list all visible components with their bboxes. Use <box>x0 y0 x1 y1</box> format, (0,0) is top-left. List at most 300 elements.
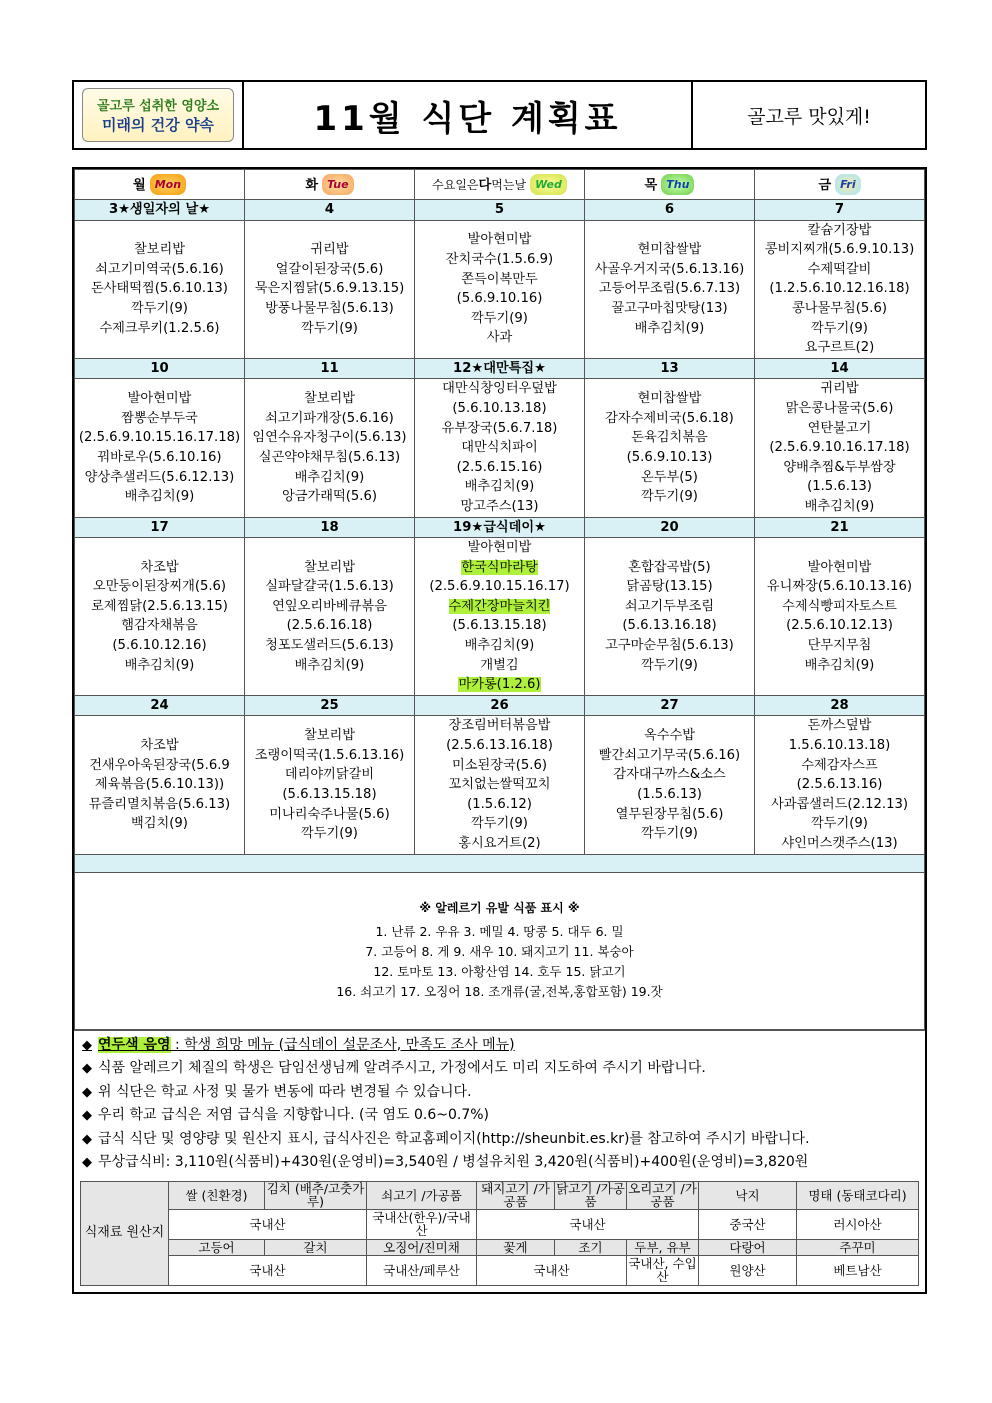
menu-item-text: 배추김치(9) <box>804 657 875 673</box>
menu-item-text: (2.5.6.13.16.18) <box>446 738 553 754</box>
menu-item <box>585 616 754 636</box>
menu-item <box>755 736 924 756</box>
menu-item <box>75 409 244 429</box>
menu-item-text: 깍두기(9) <box>811 816 868 832</box>
notice-item <box>82 1151 925 1175</box>
highlight-legend: 연두색 음영 <box>98 1036 171 1053</box>
notice-text: 무상급식비: 3,110원(식품비)+430원(운영비)=3,540원 / 병설유치원 3,420원(식품비)+400원(운영비)=3,820원 <box>98 1154 809 1171</box>
menu-item-text: 홍시요거트(2) <box>458 836 541 851</box>
logo-line1: 골고루 섭취한 영양소 <box>96 99 220 114</box>
origin-header: 다랑어 <box>699 1239 797 1255</box>
menu-cell <box>755 220 925 358</box>
menu-item <box>415 458 584 478</box>
menu-item-text: 꿔바로우(5.6.10.16) <box>97 449 222 465</box>
menu-item-text: 수제식빵피자토스트 <box>782 598 897 614</box>
menu-item <box>245 785 414 805</box>
menu-item-text: 백김치(9) <box>131 816 188 832</box>
menu-item <box>755 477 924 497</box>
menu-cell <box>585 379 755 517</box>
notice-text: 우리 학교 급식은 저염 급식을 지향합니다. (국 염도 0.6~0.7%) <box>98 1107 490 1124</box>
menu-item <box>415 309 584 329</box>
menu-item-text: 깍두기(9) <box>811 320 868 336</box>
origin-header: 닭고기 /가공품 <box>556 1181 625 1210</box>
menu-item-text: 연탄불고기 <box>807 420 872 436</box>
weeks <box>75 200 925 855</box>
menu-item <box>75 616 244 636</box>
origin-value-row2 <box>81 1255 919 1285</box>
menu-item <box>75 468 244 488</box>
day-mon <box>75 170 245 200</box>
menu-row <box>75 716 925 854</box>
allergy-info <box>75 872 925 1029</box>
menu-item <box>585 558 754 578</box>
date-cell: 21 <box>755 517 925 538</box>
day-badge: Mon <box>150 174 186 196</box>
menu-item <box>75 279 244 299</box>
menu-item <box>755 399 924 419</box>
menu-item <box>415 675 584 695</box>
menu-item-text: 깍두기(9) <box>471 310 528 326</box>
menu-item <box>415 399 584 419</box>
origin-value: 국내산(한우)/국내산 <box>367 1209 477 1239</box>
menu-item-text: 발아현미밥 <box>807 559 872 575</box>
menu-item <box>75 597 244 617</box>
origin-value-row1 <box>81 1209 919 1239</box>
menu-row <box>75 538 925 696</box>
menu-item <box>75 636 244 656</box>
menu-item <box>415 538 584 558</box>
menu-item-text: (5.6.13.15.18) <box>452 618 547 634</box>
menu-item-text: 한국식마라탕 <box>461 559 538 575</box>
menu-item-text: 조랭이떡국(1.5.6.13.16) <box>254 747 405 763</box>
menu-item-text: 연잎오리바베큐볶음 <box>272 598 387 614</box>
allergy-heading: ※ 알레르기 유발 식품 표시 ※ <box>419 900 580 915</box>
menu-item-text: 닭곰탕(13.15) <box>626 579 713 595</box>
menu-item <box>75 558 244 578</box>
menu-cell <box>245 220 415 358</box>
allergy-line: 7. 고등어 8. 게 9. 새우 10. 돼지고기 11. 복숭아 <box>365 944 634 960</box>
menu-item <box>585 785 754 805</box>
menu-item-text: 발아현미밥 <box>467 232 532 248</box>
menu-row <box>75 379 925 517</box>
menu-item-text: 햄감자채볶음 <box>121 618 198 634</box>
menu-item <box>245 746 414 766</box>
date-row <box>75 695 925 716</box>
menu-item-text: 꼬치없는쌀떡꼬치 <box>448 777 551 793</box>
meal-plan <box>72 167 927 1294</box>
menu-item-text: 망고주스(13) <box>460 498 539 514</box>
menu-item <box>755 279 924 299</box>
menu-item <box>585 448 754 468</box>
menu-item-text: 맑은콩나물국(5.6) <box>785 400 894 416</box>
menu-item-text: 칼슘기장밥 <box>807 222 872 238</box>
notice-item <box>82 1057 925 1081</box>
menu-item-text: 앙금가래떡(5.6) <box>282 489 377 505</box>
school-logo <box>82 88 234 142</box>
menu-item-text: 찰보리밥 <box>304 559 355 575</box>
menu-item <box>415 328 584 348</box>
menu-item-text: 깍두기(9) <box>641 657 698 673</box>
origin-header: 조기 <box>555 1239 627 1255</box>
menu-item-text: 고등어무조림(5.6.7.13) <box>598 281 741 297</box>
menu-item <box>415 250 584 270</box>
day-label: 목 <box>644 177 658 193</box>
menu-item <box>755 656 924 676</box>
date-cell: 19★급식데이★ <box>415 517 585 538</box>
bullet-icon: ◆ <box>82 1061 92 1077</box>
menu-item <box>245 428 414 448</box>
menu-item-text: 장조림버터볶음밥 <box>448 718 551 734</box>
bullet-icon: ◆ <box>82 1037 92 1053</box>
origin-header: 낙지 <box>699 1181 797 1209</box>
date-cell: 10 <box>75 358 245 379</box>
origin-value: 국내산 <box>477 1209 699 1239</box>
origin-header: 갈치 <box>265 1239 367 1255</box>
day-thu <box>585 170 755 200</box>
notice-list <box>74 1030 925 1175</box>
menu-item <box>585 824 754 844</box>
menu-item <box>755 577 924 597</box>
meal-table <box>74 169 925 1030</box>
spacer-cell <box>75 854 925 872</box>
date-cell: 24 <box>75 695 245 716</box>
menu-item <box>245 487 414 507</box>
menu-item-text: 깍두기(9) <box>131 300 188 316</box>
menu-item <box>75 795 244 815</box>
menu-item-text: 귀리밥 <box>820 381 859 397</box>
notice-text: 급식 식단 및 영양량 및 원산지 표시, 급식사진은 학교홈페이지(http://sheunbit.es.kr)를 참고하여 주시기 바랍니다. <box>98 1130 810 1147</box>
menu-item-text: 수제크루키(1.2.5.6) <box>99 320 220 336</box>
origin-header: 쌀 (친환경) <box>169 1181 265 1209</box>
menu-item-text: (1.5.6.13) <box>637 787 702 803</box>
menu-item-text: 단무지무침 <box>807 638 872 654</box>
date-cell: 20 <box>585 517 755 538</box>
origin-value: 원양산 <box>699 1255 797 1285</box>
date-cell: 25 <box>245 695 415 716</box>
menu-item-text: 수제떡갈비 <box>807 261 872 277</box>
menu-item <box>75 299 244 319</box>
menu-cell <box>75 379 245 517</box>
header <box>72 80 927 150</box>
menu-item <box>755 319 924 339</box>
menu-item-text: 깍두기(9) <box>641 489 698 505</box>
page-title: 11월 식단 계획표 <box>244 82 693 148</box>
menu-item <box>245 299 414 319</box>
menu-item-text: (2.5.6.9.10.15.16.17.18) <box>78 430 241 446</box>
origin-header: 고등어 <box>169 1239 265 1255</box>
menu-item-text: 얼갈이된장국(5.6) <box>275 261 384 277</box>
menu-item <box>585 260 754 280</box>
menu-item-text: 감자대구까스&소스 <box>613 767 726 783</box>
menu-item <box>415 419 584 439</box>
date-cell: 11 <box>245 358 415 379</box>
menu-item-text: 찰보리밥 <box>134 242 185 258</box>
menu-cell <box>245 716 415 854</box>
origin-header: 김치 (배추/고춧가루) <box>265 1181 367 1209</box>
origin-header: 오리고기 /가공품 <box>628 1181 697 1210</box>
menu-item-text: 잔치국수(1.5.6.9) <box>445 251 554 267</box>
date-cell: 3★생일자의 날★ <box>75 200 245 221</box>
menu-item-text: (2.5.6.15.16) <box>456 459 543 475</box>
menu-item-text: 쇠고기미역국(5.6.16) <box>95 261 224 277</box>
menu-item <box>585 279 754 299</box>
menu-item <box>415 597 584 617</box>
menu-item-text: 배추김치(9) <box>124 657 195 673</box>
menu-item-text: (5.6.13.16.18) <box>622 618 717 634</box>
origin-value: 베트남산 <box>797 1255 919 1285</box>
menu-item <box>415 795 584 815</box>
menu-item <box>75 756 244 776</box>
menu-item <box>585 468 754 488</box>
menu-item-text: 마카롱(1.2.6) <box>458 677 541 693</box>
menu-cell <box>755 538 925 696</box>
menu-item-text: 샤인머스캣주스(13) <box>781 836 898 851</box>
day-wed <box>415 170 585 200</box>
menu-item <box>415 834 584 854</box>
origin-value: 중국산 <box>699 1209 797 1239</box>
menu-item <box>585 487 754 507</box>
menu-row <box>75 220 925 358</box>
menu-item <box>755 438 924 458</box>
menu-item <box>415 270 584 290</box>
bullet-icon: ◆ <box>82 1155 92 1171</box>
origin-head-row2 <box>81 1239 919 1255</box>
menu-item-text: 대만식치파이 <box>461 440 538 456</box>
menu-item <box>585 726 754 746</box>
menu-cell <box>415 538 585 696</box>
menu-item <box>585 428 754 448</box>
menu-item-text: (2.5.6.10.12.13) <box>786 618 893 634</box>
date-cell: 13 <box>585 358 755 379</box>
menu-item <box>415 230 584 250</box>
menu-item <box>755 379 924 399</box>
menu-item <box>755 716 924 736</box>
menu-item <box>415 736 584 756</box>
menu-item-text: 실파달걀국(1.5.6.13) <box>265 579 394 595</box>
menu-item-text: 차조밥 <box>140 738 179 754</box>
menu-item <box>755 260 924 280</box>
allergy-line: 12. 토마토 13. 아황산염 14. 호두 15. 닭고기 <box>373 964 626 980</box>
allergy-line: 1. 난류 2. 우유 3. 메밀 4. 땅콩 5. 대두 6. 밀 <box>375 924 624 940</box>
menu-item-text: 빨간쇠고기무국(5.6.16) <box>598 747 741 763</box>
menu-item <box>585 240 754 260</box>
menu-item <box>415 636 584 656</box>
menu-item-text: 배추김치(9) <box>294 469 365 485</box>
origin-header: 주꾸미 <box>797 1239 919 1255</box>
menu-item-text: 데리야끼닭갈비 <box>284 767 375 783</box>
origin-value: 국내산 <box>169 1209 367 1239</box>
menu-item <box>245 279 414 299</box>
menu-item-text: 귀리밥 <box>310 242 349 258</box>
notice-item <box>82 1128 925 1152</box>
menu-item-text: 돈사태떡찜(5.6.10.13) <box>91 281 228 297</box>
menu-item <box>75 448 244 468</box>
allergy-row <box>75 872 925 1029</box>
origin-header: 쇠고기 /가공품 <box>367 1181 477 1209</box>
menu-item <box>585 577 754 597</box>
menu-item-text: 열무된장무침(5.6) <box>615 806 724 822</box>
menu-item <box>585 636 754 656</box>
menu-cell <box>585 220 755 358</box>
menu-item <box>585 805 754 825</box>
notice-text: 위 식단은 학교 사정 및 물가 변동에 따라 변경될 수 있습니다. <box>98 1083 472 1100</box>
menu-item <box>415 756 584 776</box>
menu-item-text: 감자수제비국(5.6.18) <box>605 410 734 426</box>
menu-item <box>755 616 924 636</box>
menu-item-text: (5.6.9.10.16) <box>456 291 543 307</box>
menu-item-text: 쇠고기파개장(5.6.16) <box>265 410 394 426</box>
menu-item <box>585 299 754 319</box>
menu-cell <box>245 538 415 696</box>
menu-item <box>415 814 584 834</box>
menu-item-text: 깍두기(9) <box>641 826 698 842</box>
menu-item <box>245 597 414 617</box>
menu-item <box>245 409 414 429</box>
date-cell: 26 <box>415 695 585 716</box>
menu-item-text: 현미찹쌀밥 <box>637 242 702 258</box>
origin-table-wrap <box>80 1181 919 1286</box>
menu-item-text: 방풍나물무침(5.6.13) <box>265 300 394 316</box>
menu-item-text: 콩비지찌개(5.6.9.10.13) <box>764 242 915 258</box>
menu-cell <box>755 716 925 854</box>
menu-item <box>415 656 584 676</box>
date-cell: 17 <box>75 517 245 538</box>
menu-item <box>415 616 584 636</box>
menu-item-text: (5.6.10.12.16) <box>112 638 207 654</box>
menu-item <box>245 805 414 825</box>
menu-item-text: 미나리숙주나물(5.6) <box>269 806 390 822</box>
date-cell: 4 <box>245 200 415 221</box>
menu-cell <box>415 716 585 854</box>
menu-item-text: 제육볶음(5.6.10.13)) <box>94 777 225 793</box>
origin-header: 오징어/진미채 <box>367 1239 477 1255</box>
notice-text: : 학생 희망 메뉴 (급식데이 설문조사, 만족도 조사 메뉴) <box>170 1036 515 1053</box>
menu-item <box>75 814 244 834</box>
day-label-big: 다 <box>478 177 492 193</box>
menu-item <box>755 814 924 834</box>
menu-item <box>755 558 924 578</box>
menu-item-text: 현미찹쌀밥 <box>637 391 702 407</box>
menu-item-text: (1.2.5.6.10.12.16.18) <box>769 281 910 297</box>
menu-item-text: 깍두기(9) <box>301 826 358 842</box>
menu-item-text: 찰보리밥 <box>304 391 355 407</box>
menu-item-text: 찰보리밥 <box>304 728 355 744</box>
menu-item <box>245 389 414 409</box>
menu-item-text: 사과 <box>486 330 513 346</box>
menu-item <box>245 616 414 636</box>
menu-item <box>755 597 924 617</box>
spacer-row <box>75 854 925 872</box>
menu-item-text: 대만식창잉터우덮밥 <box>442 381 557 397</box>
menu-item-text: 배추김치(9) <box>294 657 365 673</box>
menu-cell <box>585 538 755 696</box>
menu-item <box>75 428 244 448</box>
menu-item <box>75 389 244 409</box>
date-cell: 5 <box>415 200 585 221</box>
menu-item <box>585 409 754 429</box>
menu-item <box>415 497 584 517</box>
menu-item-text: 배추김치(9) <box>464 638 535 654</box>
menu-item <box>755 221 924 241</box>
menu-item <box>75 240 244 260</box>
weekday-header <box>75 170 925 200</box>
date-row <box>75 517 925 538</box>
menu-item <box>415 716 584 736</box>
menu-item-text: 묵은지찜닭(5.6.9.13.15) <box>254 281 405 297</box>
menu-item-text: 꿀고구마칩맛탕(13) <box>611 300 728 316</box>
date-cell: 6 <box>585 200 755 221</box>
origin-header: 명태 (동태코다리) <box>797 1181 919 1209</box>
menu-item-text: (2.5.6.9.10.16.17.18) <box>769 440 910 456</box>
menu-item <box>75 260 244 280</box>
notice-text: 식품 알레르기 체질의 학생은 담임선생님께 알려주시고, 가정에서도 미리 지도하여 주시기 바랍니다. <box>98 1060 706 1077</box>
menu-item <box>245 656 414 676</box>
notice-item <box>82 1104 925 1128</box>
day-badge: Fri <box>835 174 861 196</box>
menu-cell <box>415 220 585 358</box>
menu-item <box>415 558 584 578</box>
menu-item-text: 수제간장마늘치킨 <box>448 598 551 614</box>
origin-value: 러시아산 <box>797 1209 919 1239</box>
menu-item-text: 청포도샐러드(5.6.13) <box>265 638 394 654</box>
bullet-icon: ◆ <box>82 1131 92 1147</box>
menu-item-text: 사골우거지국(5.6.13.16) <box>594 261 745 277</box>
menu-item-text: 실곤약야채무침(5.6.13) <box>258 449 401 465</box>
day-label: 월 <box>132 177 146 193</box>
menu-item-text: 콩나물무침(5.6) <box>792 300 887 316</box>
date-cell: 18 <box>245 517 415 538</box>
menu-item-text: 돈육김치볶음 <box>631 430 708 446</box>
slogan: 골고루 맛있게! <box>747 105 871 128</box>
menu-item <box>585 746 754 766</box>
menu-cell <box>75 538 245 696</box>
origin-label: 식재료 원산지 <box>81 1181 169 1285</box>
menu-item <box>245 726 414 746</box>
menu-item-text: 발아현미밥 <box>127 391 192 407</box>
menu-item-text: 고구마순무침(5.6.13) <box>605 638 734 654</box>
menu-item <box>755 756 924 776</box>
menu-item-text: 오만둥이된장찌개(5.6) <box>92 579 227 595</box>
date-cell: 7 <box>755 200 925 221</box>
day-badge: Thu <box>661 174 694 196</box>
menu-item <box>75 656 244 676</box>
origin-value: 국내산 <box>169 1255 367 1285</box>
menu-item-text: 차조밥 <box>140 559 179 575</box>
menu-item-text: 온두부(5) <box>641 469 698 485</box>
menu-item <box>755 834 924 854</box>
menu-item <box>245 468 414 488</box>
date-cell: 12★대만특집★ <box>415 358 585 379</box>
menu-item <box>245 636 414 656</box>
origin-table <box>80 1181 919 1286</box>
day-label: 화 <box>305 177 319 193</box>
menu-item-text: 개별김 <box>480 657 519 673</box>
day-fri <box>755 170 925 200</box>
menu-item-text: 혼합잡곡밥(5) <box>628 559 711 575</box>
origin-value: 국내산, 수입산 <box>628 1256 697 1285</box>
menu-cell <box>75 220 245 358</box>
notice-item <box>82 1081 925 1105</box>
menu-item-text: 건새우아욱된장국(5.6.9 <box>89 757 230 773</box>
date-cell: 27 <box>585 695 755 716</box>
day-label-suffix: 먹는날 <box>491 177 527 192</box>
menu-item <box>755 458 924 478</box>
menu-item <box>585 765 754 785</box>
logo-cell <box>74 82 244 148</box>
menu-item <box>585 319 754 339</box>
bullet-icon: ◆ <box>82 1108 92 1124</box>
menu-item-text: (1.5.6.12) <box>467 796 532 812</box>
